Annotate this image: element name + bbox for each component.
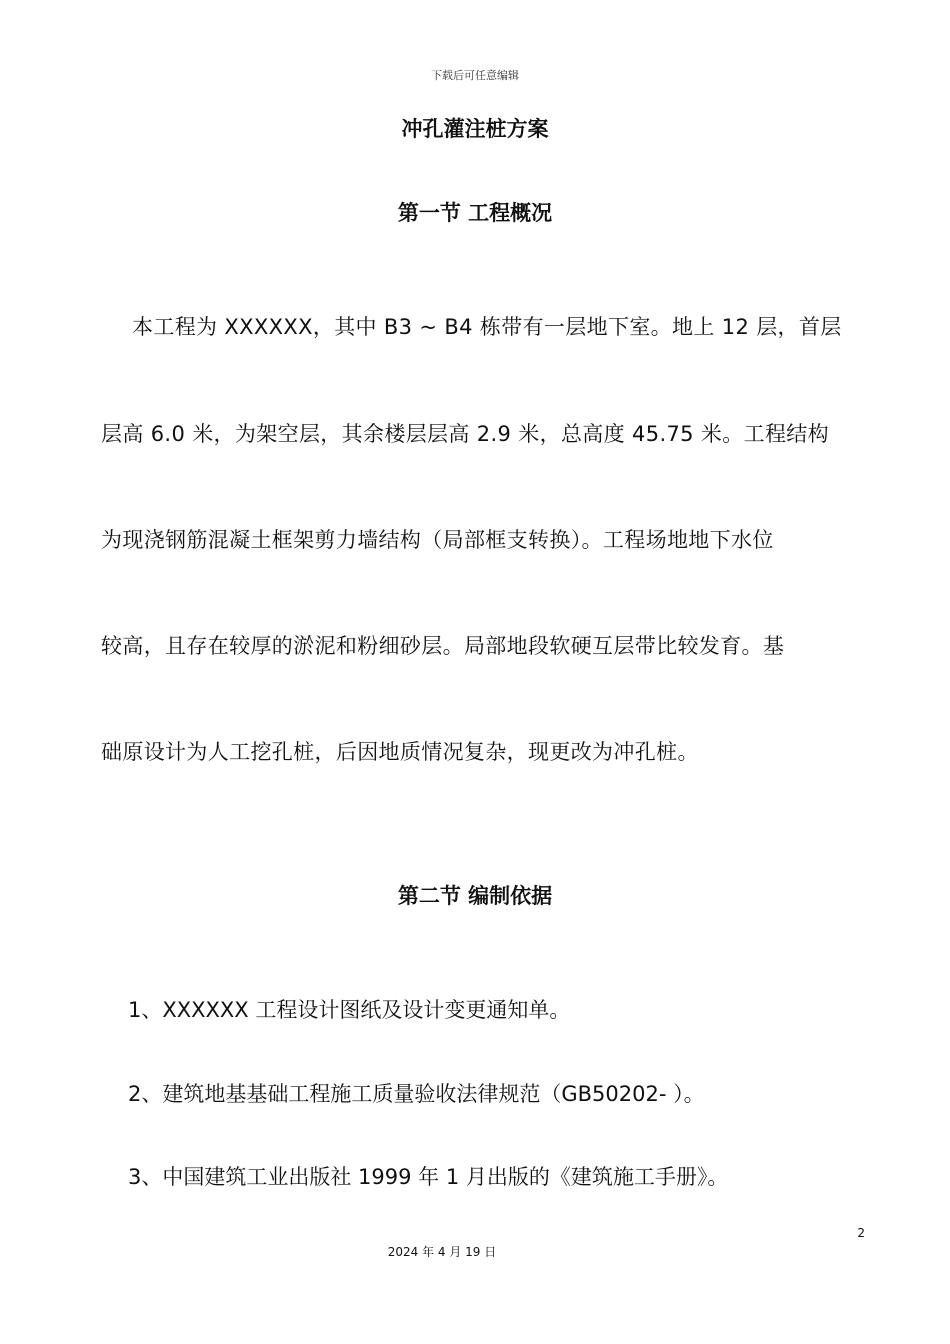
- paragraph-line: 础原设计为人工挖孔桩，后因地质情况复杂，现更改为冲孔桩。: [101, 740, 699, 764]
- header-note: 下载后可任意编辑: [431, 69, 519, 82]
- reference-item: 2、建筑地基基础工程施工质量验收法律规范（GB50202- ）。: [128, 1082, 705, 1106]
- section-1-heading: 第一节 工程概况: [397, 201, 553, 225]
- paragraph-line: 为现浇钢筋混凝土框架剪力墙结构（局部框支转换）。工程场地地下水位: [101, 528, 774, 552]
- reference-item: 3、中国建筑工业出版社 1999 年 1 月出版的《建筑施工手册》。: [128, 1165, 729, 1189]
- footer-date: 2024 年 4 月 19 日: [387, 1245, 497, 1259]
- paragraph-line: 本工程为 XXXXXX，其中 B3 ~ B4 栋带有一层地下室。地上 12 层，首层: [132, 315, 842, 339]
- reference-item: 1、XXXXXX 工程设计图纸及设计变更通知单。: [128, 998, 571, 1022]
- paragraph-line: 较高，且存在较厚的淤泥和粉细砂层。局部地段软硬互层带比较发育。基: [101, 634, 785, 658]
- paragraph-line: 层高 6.0 米，为架空层，其余楼层层高 2.9 米，总高度 45.75 米。工程结构: [101, 422, 830, 446]
- section-2-heading: 第二节 编制依据: [397, 884, 553, 908]
- document-title: 冲孔灌注桩方案: [401, 117, 549, 141]
- page-number: 2: [857, 1226, 865, 1240]
